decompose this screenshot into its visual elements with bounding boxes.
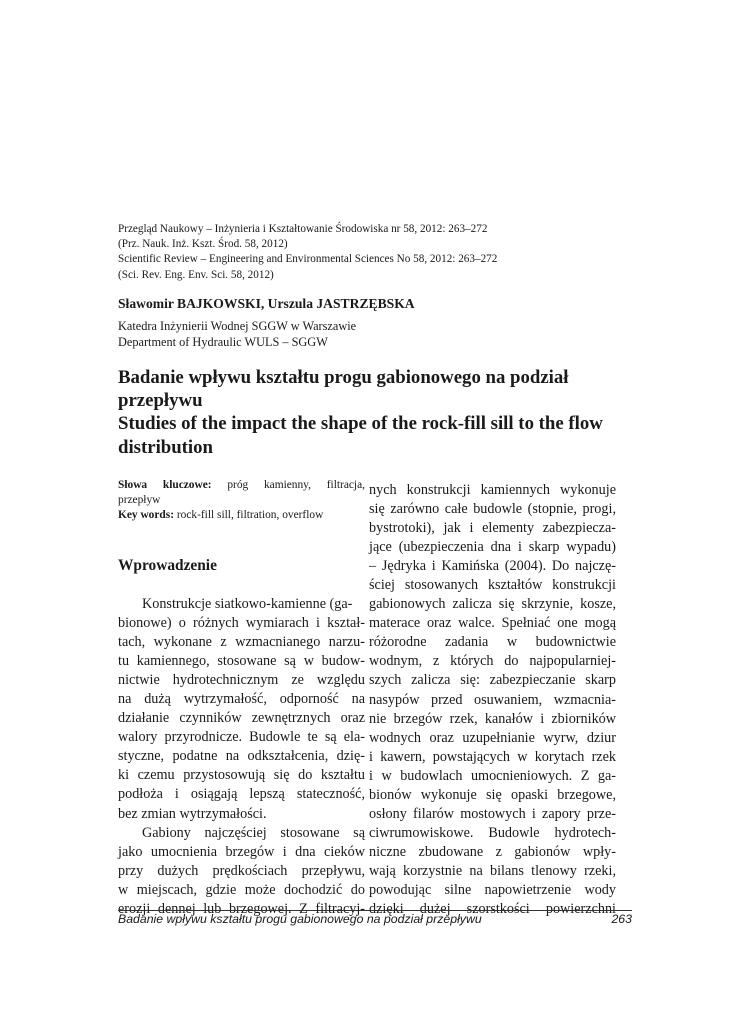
body-line: bionowe) o różnych wymiarach i kształ- <box>118 615 365 632</box>
journal-citation <box>118 222 638 283</box>
body-line: wają korzystnie na bilans tlenowy rzeki, <box>369 862 616 879</box>
body-line: nictwie hydrotechnicznym ze względu <box>118 672 365 689</box>
keywords-pl-line1 <box>118 478 365 493</box>
section-heading: Wprowadzenie <box>118 557 217 574</box>
keywords-en-label: Key words: <box>118 509 174 521</box>
body-line: – Jędryka i Kamińska (2004). Do najczę- <box>369 558 616 575</box>
body-line: niczne zbudowane z gabionów wpły- <box>369 843 616 860</box>
body-line: ki czemu przystosowują się do kształtu <box>118 767 365 784</box>
keywords-pl-text: próg kamienny, filtracja, <box>211 479 365 491</box>
affiliation-pl: Katedra Inżynierii Wodnej SGGW w Warszawie <box>118 319 357 333</box>
paper-title <box>118 366 638 459</box>
body-line: powodując silne napowietrzenie wody <box>369 881 616 898</box>
body-line: nie brzegów rzek, kanałów i zbiorników <box>369 710 616 727</box>
body-line: Gabiony najczęściej stosowane są <box>142 824 365 841</box>
title-en-line2: distribution <box>118 436 213 458</box>
body-line: jące (ubezpieczenia dna i skarp wypadu) <box>369 539 616 556</box>
keywords-en-text: rock-fill sill, filtration, overflow <box>174 509 324 521</box>
page-number: 263 <box>611 912 632 926</box>
body-line: przy dużych prędkościach przepływu, <box>118 862 365 879</box>
keywords-pl-line2: przepływ <box>118 494 161 506</box>
body-line: podłoża i osiągają lepszą stateczność, <box>118 786 365 803</box>
journal-abbrev-en: (Sci. Rev. Eng. Env. Sci. 58, 2012) <box>118 268 274 281</box>
body-line: wodnym, z których do najpopularniej- <box>369 653 616 670</box>
keywords-en-line <box>118 508 365 523</box>
title-pl-line1: Badanie wpływu kształtu progu gabionowego na podział <box>118 367 569 388</box>
body-line: różorodne zadania w budownictwie <box>369 634 616 651</box>
body-line: nasypów przed osuwaniem, wzmacnia- <box>369 691 616 708</box>
journal-line-en: Scientific Review – Engineering and Environmental Sciences No 58, 2012: 263–272 <box>118 253 498 266</box>
body-line: materace oraz walce. Spełniać one mogą <box>369 615 616 632</box>
body-line: i kawern, powstających w korytach rzek <box>369 748 616 765</box>
body-line: bez zmian wytrzymałości. <box>118 805 267 822</box>
left-column <box>118 595 365 919</box>
affiliation-en: Department of Hydraulic WULS – SGGW <box>118 335 328 349</box>
body-line: w miejscach, gdzie może dochodzić do <box>118 881 365 898</box>
body-line: nych konstrukcji kamiennych wykonuje <box>369 482 616 498</box>
body-line: się zarówno całe budowle (stopnie, progi, <box>369 501 616 518</box>
body-line: gabionowych zalicza się skrzynie, kosze, <box>369 596 616 613</box>
body-line: szych zalicza się: zabezpieczanie skarp <box>369 672 616 689</box>
keywords-pl-label: Słowa kluczowe: <box>118 479 212 491</box>
right-column <box>369 481 616 919</box>
body-line: walory przyrodnicze. Budowle te są ela- <box>118 729 365 746</box>
body-line: tu kamiennego, stosowane są w budow- <box>118 653 365 670</box>
body-line: ściej stosowanych kształtów konstrukcji <box>369 577 616 594</box>
body-line: styczne, podatne na odkształcenia, dzię- <box>118 748 365 765</box>
body-line: tach, wykonane z wzmacnianego narzu- <box>118 634 365 651</box>
body-line: jako umocnienia brzegów i dna cieków <box>118 843 365 860</box>
keywords-block <box>118 478 365 523</box>
body-line: ciwrumowiskowe. Budowle hydrotech- <box>369 824 616 841</box>
body-line: działanie czynników zewnętrznych oraz <box>118 710 365 727</box>
body-line: Konstrukcje siatkowo-kamienne (ga- <box>142 596 353 612</box>
body-line: dzięki dużej szorstkości powierzchni <box>369 901 616 918</box>
affiliation <box>118 318 356 350</box>
journal-abbrev-pl: (Prz. Nauk. Inż. Kszt. Środ. 58, 2012) <box>118 238 288 251</box>
body-line: na dużą wytrzymałość, odporność na <box>118 691 365 708</box>
title-pl-line2: przepływu <box>118 390 203 412</box>
journal-line-pl: Przegląd Naukowy – Inżynieria i Kształtowanie Środowiska nr 58, 2012: 263–272 <box>118 223 488 235</box>
authors: Sławomir BAJKOWSKI, Urszula JASTRZĘBSKA <box>118 296 415 311</box>
body-line: osłony filarów mostowych i zapory prze- <box>369 805 616 822</box>
body-line: i w budowlach umocnieniowych. Z ga- <box>369 767 616 784</box>
running-title: Badanie wpływu kształtu progu gabionowego na podział przepływu <box>118 912 482 926</box>
body-line: bystrotoki), jak i elementy zabezpiecza- <box>369 520 616 537</box>
body-line: wodnych oraz uzupełnianie wyrw, dziur <box>369 729 616 746</box>
footer-divider <box>118 910 632 911</box>
body-line: erozji dennej lub brzegowej. Z filtracyj- <box>118 900 365 917</box>
title-en-line1: Studies of the impact the shape of the rock-fill sill to the flow <box>118 413 603 435</box>
body-line: bionów wykonuje się opaski brzegowe, <box>369 786 616 803</box>
